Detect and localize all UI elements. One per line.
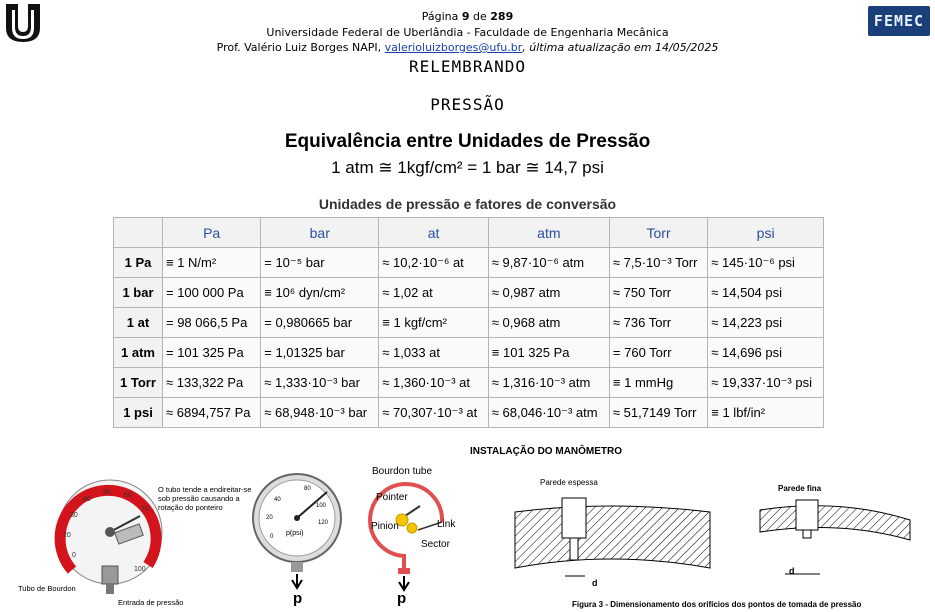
gauge2-stem: [291, 562, 303, 572]
table-cell: ≈ 70,307·10⁻³ at: [379, 398, 489, 428]
page-num: 9: [461, 10, 470, 23]
table-cell: = 10⁻⁵ bar: [261, 248, 379, 278]
table-cell: ≡ 101 325 Pa: [488, 338, 609, 368]
table-caption: Unidades de pressão e fatores de conversão: [318, 196, 617, 212]
table-cell: ≈ 750 Torr: [609, 278, 707, 308]
table-cell: = 0,980665 bar: [261, 308, 379, 338]
university-line: Universidade Federal de Uberlândia - Faculdade de Engenharia Mecânica: [266, 26, 669, 39]
pressure-tap-figure: [510, 490, 920, 600]
label-link: Link: [437, 519, 456, 530]
gauge2-hub: [294, 515, 300, 521]
ufu-logo: [2, 2, 44, 44]
page-of: de: [473, 10, 487, 23]
tick-label: 50: [103, 489, 111, 496]
d-label-thick: d: [592, 578, 598, 588]
table-cell: ≡ 1 lbf/in²: [708, 398, 824, 428]
table-cell: = 760 Torr: [609, 338, 707, 368]
schematic-arrow: [399, 576, 409, 590]
table-cell: ≈ 0,968 atm: [488, 308, 609, 338]
gauge1-inlet-label: Entrada de pressão: [118, 598, 184, 607]
gauge2-arrow: [292, 574, 302, 588]
tick-label: 0: [270, 534, 274, 540]
col-header: Torr: [609, 218, 707, 248]
table-cell: ≈ 14,223 psi: [708, 308, 824, 338]
email-link[interactable]: valerioluizborges@ufu.br: [384, 41, 523, 54]
row-header: 1 psi: [114, 398, 163, 428]
conversion-table: [113, 217, 824, 428]
gauge2-p-label: p: [293, 590, 303, 607]
table-cell: ≈ 0,987 atm: [488, 278, 609, 308]
table-cell: ≡ 1 mmHg: [609, 368, 707, 398]
table-row: [114, 338, 824, 368]
femec-logo: [868, 6, 930, 36]
tick-label: 70: [141, 506, 149, 513]
label-pointer: Pointer: [376, 492, 408, 503]
gauge1-note: O tubo tende a endireitar-se sob pressão causando a rotação do ponteiro: [158, 485, 252, 512]
table-cell: = 98 066,5 Pa: [163, 308, 261, 338]
thick-wall-orifice: [570, 538, 578, 560]
row-header: 1 atm: [114, 338, 163, 368]
dial-gauge-figure: [247, 470, 347, 610]
prof-name: Prof. Valério Luiz Borges NAPI,: [216, 41, 382, 54]
label-bourdon-tube: Bourdon tube: [372, 466, 433, 477]
tick-label: 20: [266, 515, 273, 521]
schematic-socket: [398, 568, 410, 574]
table-row: [114, 248, 824, 278]
table-cell: ≈ 7,5·10⁻³ Torr: [609, 248, 707, 278]
thin-wall: [760, 506, 910, 540]
figure-caption: Figura 3 - Dimensionamento dos orifícios dos pontos de tomada de pressão: [572, 600, 862, 609]
thin-wall-label: Parede fina: [778, 484, 822, 493]
update-text: , última atualização em 14/05/2025: [522, 41, 719, 54]
table-corner: [114, 218, 163, 248]
table-cell: ≈ 14,696 psi: [708, 338, 824, 368]
tick-label: 100: [316, 503, 327, 509]
table-row: [114, 308, 824, 338]
row-header: 1 at: [114, 308, 163, 338]
row-header: 1 Torr: [114, 368, 163, 398]
col-header: bar: [261, 218, 379, 248]
heading-equivalence: Equivalência entre Unidades de Pressão: [284, 131, 651, 152]
table-cell: ≡ 10⁶ dyn/cm²: [261, 278, 379, 308]
table-cell: ≈ 1,360·10⁻³ at: [379, 368, 489, 398]
table-cell: ≈ 10,2·10⁻⁶ at: [379, 248, 489, 278]
col-header: Pa: [163, 218, 261, 248]
tick-label: 40: [83, 496, 91, 503]
thin-wall-orifice: [803, 530, 811, 538]
d-label-thin: d: [789, 566, 795, 576]
table-cell: ≈ 19,337·10⁻³ psi: [708, 368, 824, 398]
tick-label: 120: [318, 520, 329, 526]
table-cell: ≈ 736 Torr: [609, 308, 707, 338]
tick-label: 0: [72, 552, 76, 559]
gauge1-tube-label: Tubo de Bourdon: [18, 584, 76, 593]
table-cell: ≡ 1 N/m²: [163, 248, 261, 278]
tick-label: 30: [70, 512, 78, 519]
table-cell: ≈ 1,02 at: [379, 278, 489, 308]
femec-logo-text: FEMEC: [873, 12, 925, 30]
row-header: 1 bar: [114, 278, 163, 308]
thick-wall-label: Parede espessa: [540, 478, 598, 487]
equivalence-formula: 1 atm ≅ 1kgf/cm² = 1 bar ≅ 14,7 psi: [331, 158, 604, 177]
label-pinion: Pinion: [371, 521, 399, 532]
table-cell: ≈ 14,504 psi: [708, 278, 824, 308]
thin-wall-tap: [796, 500, 818, 530]
table-cell: ≈ 1,333·10⁻³ bar: [261, 368, 379, 398]
table-cell: = 100 000 Pa: [163, 278, 261, 308]
gauge2-unit: p(psi): [286, 530, 304, 537]
thick-wall-tap: [562, 498, 586, 538]
table-cell: ≈ 1,316·10⁻³ atm: [488, 368, 609, 398]
title-pressao: PRESSÃO: [430, 95, 505, 114]
page-total: 289: [490, 10, 514, 23]
tick-label: 40: [274, 497, 281, 503]
gauge3-p-label: p: [397, 590, 407, 607]
title-relembrando: RELEMBRANDO: [409, 57, 526, 76]
install-title: INSTALAÇÃO DO MANÔMETRO: [470, 446, 623, 457]
table-row: [114, 368, 824, 398]
thick-wall: [515, 506, 710, 568]
table-row: [114, 278, 824, 308]
tick-label: 60: [124, 492, 132, 499]
tick-label: 100: [134, 566, 146, 573]
page-number-line: [180, 9, 755, 24]
table-cell: ≈ 68,046·10⁻³ atm: [488, 398, 609, 428]
prof-line: [180, 40, 755, 55]
table-cell: ≈ 145·10⁻⁶ psi: [708, 248, 824, 278]
row-header: 1 Pa: [114, 248, 163, 278]
tick-label: 20: [63, 532, 71, 539]
table-cell: ≈ 6894,757 Pa: [163, 398, 261, 428]
col-header: psi: [708, 218, 824, 248]
tick-label: 80: [304, 486, 311, 492]
table-cell: ≈ 68,948·10⁻³ bar: [261, 398, 379, 428]
schematic-sector: [407, 523, 417, 533]
table-cell: = 1,01325 bar: [261, 338, 379, 368]
col-header: at: [379, 218, 489, 248]
table-row: [114, 398, 824, 428]
page-label: Página: [421, 10, 459, 23]
table-cell: ≈ 9,87·10⁻⁶ atm: [488, 248, 609, 278]
table-cell: ≈ 51,7149 Torr: [609, 398, 707, 428]
col-header: atm: [488, 218, 609, 248]
table-cell: ≡ 1 kgf/cm²: [379, 308, 489, 338]
table-cell: ≈ 1,033 at: [379, 338, 489, 368]
table-cell: ≈ 133,322 Pa: [163, 368, 261, 398]
label-sector: Sector: [421, 539, 450, 550]
table-cell: = 101 325 Pa: [163, 338, 261, 368]
